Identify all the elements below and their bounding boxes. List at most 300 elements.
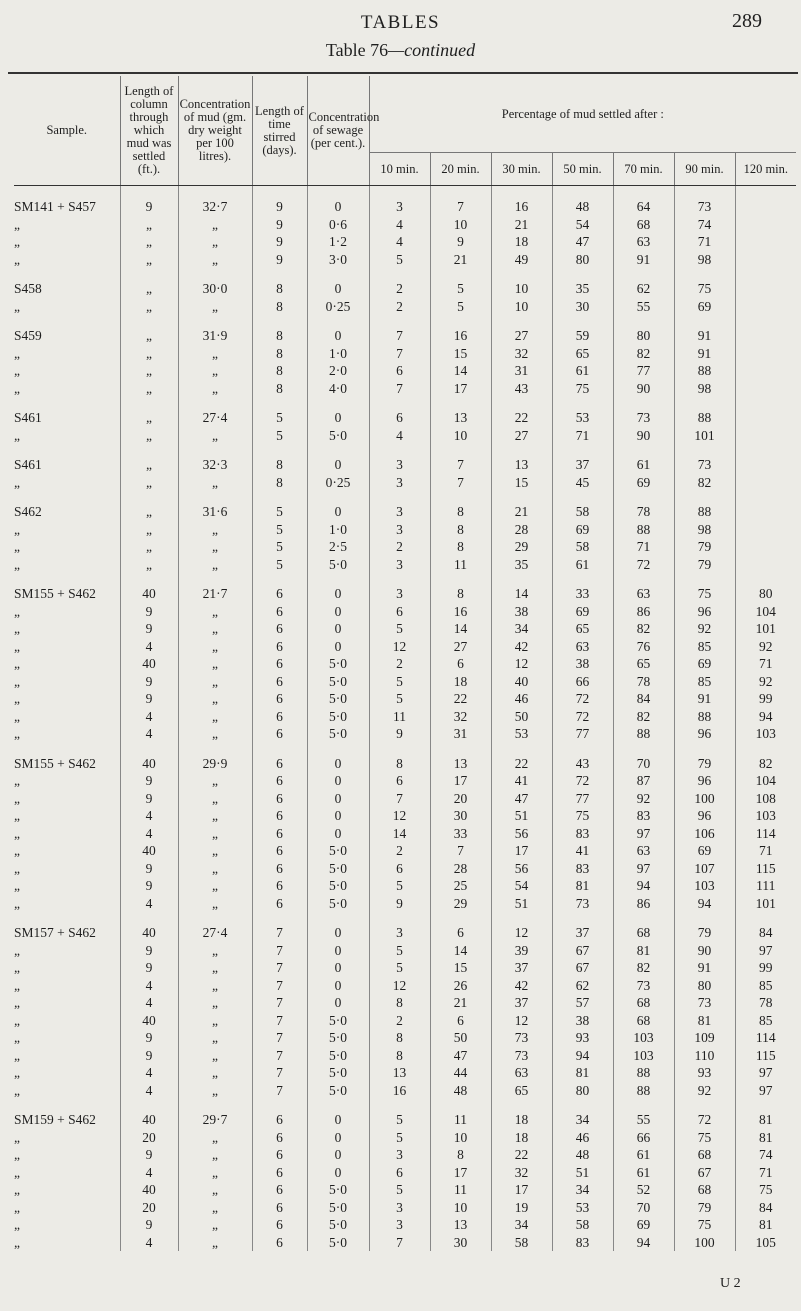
cell-stir-time: 6 [252, 1129, 307, 1147]
cell-120-min [735, 298, 796, 316]
cell-stir-time: 5 [252, 409, 307, 427]
cell-30-min: 63 [491, 1064, 552, 1082]
spacer-cell [491, 397, 552, 409]
cell-70-min: 91 [613, 251, 674, 269]
cell-50-min: 57 [552, 994, 613, 1012]
cell-sewage: 0 [307, 280, 369, 298]
cell-column-length: „ [120, 538, 178, 556]
cell-70-min: 82 [613, 959, 674, 977]
cell-20-min: 11 [430, 1111, 491, 1129]
cell-sample: „ [14, 1129, 120, 1147]
cell-sample: „ [14, 1234, 120, 1252]
cell-column-length: 9 [120, 1047, 178, 1065]
cell-20-min: 7 [430, 842, 491, 860]
spacer-cell [14, 268, 120, 280]
spacer-cell [307, 573, 369, 585]
cell-50-min: 61 [552, 556, 613, 574]
spacer-cell [735, 743, 796, 755]
cell-column-length: „ [120, 521, 178, 539]
table-row [14, 638, 796, 656]
cell-20-min: 47 [430, 1047, 491, 1065]
cell-concentration: „ [178, 362, 252, 380]
spacer-cell [252, 268, 307, 280]
cell-sewage: 1·2 [307, 233, 369, 251]
cell-70-min: 61 [613, 456, 674, 474]
cell-90-min: 91 [674, 959, 735, 977]
cell-50-min: 38 [552, 1012, 613, 1030]
table-row [14, 942, 796, 960]
cell-70-min: 82 [613, 620, 674, 638]
cell-120-min: 81 [759, 1129, 773, 1145]
cell-concentration: „ [178, 1216, 252, 1234]
cell-120-min [735, 474, 796, 492]
cell-sewage: 0 [307, 409, 369, 427]
header-time-30: 30 min. [491, 153, 552, 186]
cell-90-min: 74 [674, 216, 735, 234]
cell-concentration: „ [178, 690, 252, 708]
cell-90-min: 96 [674, 807, 735, 825]
cell-90-min: 109 [674, 1029, 735, 1047]
cell-10-min: 3 [369, 474, 430, 492]
spacer-cell [735, 268, 796, 280]
cell-concentration: „ [178, 1164, 252, 1182]
spacer-cell [252, 912, 307, 924]
cell-column-length: 40 [120, 655, 178, 673]
cell-column-length: „ [120, 503, 178, 521]
cell-90-min: 68 [674, 1146, 735, 1164]
cell-90-min: 69 [674, 655, 735, 673]
cell-concentration: „ [178, 538, 252, 556]
spacer-cell [120, 491, 178, 503]
spacer-cell [178, 444, 252, 456]
cell-70-min: 84 [613, 690, 674, 708]
cell-concentration: „ [178, 1047, 252, 1065]
cell-column-length: 9 [120, 673, 178, 691]
cell-sewage: 0 [307, 603, 369, 621]
cell-sewage: 0 [307, 994, 369, 1012]
cell-stir-time: 7 [252, 1082, 307, 1100]
cell-90-min: 93 [674, 1064, 735, 1082]
group-spacer [14, 1099, 796, 1111]
spacer-cell [369, 315, 430, 327]
cell-10-min: 4 [369, 233, 430, 251]
cell-90-min: 75 [674, 585, 735, 603]
table-row [14, 280, 796, 298]
cell-concentration: „ [178, 1234, 252, 1252]
cell-90-min: 75 [674, 280, 735, 298]
spacer-cell [613, 397, 674, 409]
cell-concentration: „ [178, 1012, 252, 1030]
cell-30-min: 10 [491, 280, 552, 298]
cell-concentration: „ [178, 1146, 252, 1164]
cell-sample: „ [14, 216, 120, 234]
cell-50-min: 72 [552, 772, 613, 790]
cell-column-length: 4 [120, 1234, 178, 1252]
cell-10-min: 2 [369, 298, 430, 316]
group-spacer [14, 397, 796, 409]
cell-20-min: 6 [430, 655, 491, 673]
cell-20-min: 15 [430, 959, 491, 977]
cell-10-min: 3 [369, 503, 430, 521]
cell-90-min: 73 [674, 994, 735, 1012]
cell-20-min: 18 [430, 673, 491, 691]
cell-30-min: 65 [491, 1082, 552, 1100]
spacer-cell [674, 315, 735, 327]
spacer-cell [491, 315, 552, 327]
table-row [14, 538, 796, 556]
cell-90-min: 82 [674, 474, 735, 492]
cell-50-min: 83 [552, 860, 613, 878]
spacer-cell [120, 743, 178, 755]
cell-20-min: 8 [430, 538, 491, 556]
cell-concentration: „ [178, 1082, 252, 1100]
cell-sample: „ [14, 825, 120, 843]
cell-concentration: „ [178, 772, 252, 790]
spacer-cell [491, 743, 552, 755]
cell-120-min: 115 [755, 860, 776, 876]
cell-10-min: 6 [369, 772, 430, 790]
cell-120-min: 99 [759, 960, 773, 975]
spacer-cell [735, 315, 796, 327]
cell-sample: „ [14, 380, 120, 398]
spacer-cell [369, 397, 430, 409]
cell-stir-time: 9 [252, 216, 307, 234]
cell-20-min: 5 [430, 280, 491, 298]
cell-30-min: 34 [491, 1216, 552, 1234]
cell-120-min [735, 345, 796, 363]
spacer-cell [252, 491, 307, 503]
cell-30-min: 58 [491, 1234, 552, 1252]
table-row [14, 1216, 796, 1234]
spacer-cell [178, 743, 252, 755]
cell-concentration: „ [178, 1129, 252, 1147]
cell-70-min: 86 [613, 895, 674, 913]
cell-70-min: 97 [613, 860, 674, 878]
cell-sample: „ [14, 1164, 120, 1182]
table-row [14, 251, 796, 269]
spacer-cell [120, 186, 178, 199]
cell-30-min: 16 [491, 198, 552, 216]
spacer-cell [674, 491, 735, 503]
cell-stir-time: 8 [252, 298, 307, 316]
cell-90-min: 100 [674, 790, 735, 808]
cell-column-length: 9 [120, 198, 178, 216]
cell-column-length: „ [120, 380, 178, 398]
spacer-cell [307, 268, 369, 280]
header-time-90: 90 min. [674, 153, 735, 186]
cell-120-min: 81 [759, 1112, 773, 1127]
cell-90-min: 90 [674, 942, 735, 960]
cell-column-length: „ [120, 280, 178, 298]
cell-120-min: 101 [755, 621, 776, 636]
cell-10-min: 2 [369, 538, 430, 556]
cell-50-min: 41 [552, 842, 613, 860]
table-row [14, 842, 796, 860]
table-row [14, 1199, 796, 1217]
cell-120-min: 85 [759, 1012, 773, 1028]
cell-20-min: 13 [430, 409, 491, 427]
table-row [14, 807, 796, 825]
cell-90-min: 73 [674, 198, 735, 216]
table-row [14, 216, 796, 234]
cell-90-min: 67 [674, 1164, 735, 1182]
cell-120-min: 84 [759, 1199, 773, 1215]
spacer-cell [178, 397, 252, 409]
spacer-cell [430, 491, 491, 503]
table-row [14, 362, 796, 380]
spacer-cell [178, 315, 252, 327]
cell-20-min: 50 [430, 1029, 491, 1047]
cell-20-min: 5 [430, 298, 491, 316]
cell-column-length: 9 [120, 1216, 178, 1234]
cell-50-min: 69 [552, 521, 613, 539]
cell-30-min: 32 [491, 345, 552, 363]
spacer-cell [552, 573, 613, 585]
cell-120-min [735, 503, 796, 521]
cell-120-min [735, 521, 796, 539]
cell-90-min: 101 [674, 427, 735, 445]
cell-30-min: 53 [491, 725, 552, 743]
cell-70-min: 69 [613, 474, 674, 492]
cell-sewage: 5·0 [307, 556, 369, 574]
cell-30-min: 12 [491, 924, 552, 942]
spacer-cell [674, 397, 735, 409]
cell-stir-time: 6 [252, 1111, 307, 1129]
cell-concentration: 32·3 [178, 456, 252, 474]
cell-90-min: 100 [674, 1234, 735, 1252]
cell-10-min: 5 [369, 1111, 430, 1129]
table-row [14, 673, 796, 691]
cell-120-min: 71 [759, 656, 773, 671]
cell-column-length: 9 [120, 942, 178, 960]
cell-20-min: 13 [430, 755, 491, 773]
cell-20-min: 17 [430, 380, 491, 398]
cell-concentration: 29·9 [178, 755, 252, 773]
cell-50-min: 47 [552, 233, 613, 251]
cell-50-min: 59 [552, 327, 613, 345]
group-spacer [14, 573, 796, 585]
cell-sample: „ [14, 556, 120, 574]
cell-stir-time: 7 [252, 1064, 307, 1082]
table-row [14, 521, 796, 539]
cell-sample: „ [14, 860, 120, 878]
cell-stir-time: 7 [252, 1012, 307, 1030]
cell-stir-time: 6 [252, 725, 307, 743]
spacer-cell [613, 186, 674, 199]
cell-concentration: „ [178, 977, 252, 995]
cell-50-min: 35 [552, 280, 613, 298]
spacer-cell [674, 444, 735, 456]
cell-concentration: „ [178, 233, 252, 251]
spacer-cell [14, 444, 120, 456]
cell-30-min: 12 [491, 655, 552, 673]
spacer-cell [491, 573, 552, 585]
cell-50-min: 71 [552, 427, 613, 445]
cell-120-min: 105 [755, 1234, 776, 1250]
cell-column-length: „ [120, 327, 178, 345]
cell-concentration: „ [178, 298, 252, 316]
cell-sample: „ [14, 427, 120, 445]
cell-50-min: 94 [552, 1047, 613, 1065]
cell-30-min: 17 [491, 842, 552, 860]
cell-70-min: 90 [613, 427, 674, 445]
cell-stir-time: 9 [252, 198, 307, 216]
cell-30-min: 73 [491, 1047, 552, 1065]
spacer-cell [552, 743, 613, 755]
cell-90-min: 80 [674, 977, 735, 995]
cell-120-min [735, 427, 796, 445]
cell-stir-time: 9 [252, 251, 307, 269]
cell-90-min: 91 [674, 345, 735, 363]
spacer-cell [369, 573, 430, 585]
cell-sewage: 0 [307, 772, 369, 790]
cell-10-min: 5 [369, 959, 430, 977]
cell-10-min: 6 [369, 603, 430, 621]
cell-stir-time: 6 [252, 790, 307, 808]
cell-90-min: 79 [674, 538, 735, 556]
cell-sample: „ [14, 690, 120, 708]
cell-10-min: 5 [369, 1181, 430, 1199]
cell-sewage: 1·0 [307, 345, 369, 363]
spacer-cell [307, 444, 369, 456]
cell-column-length: 4 [120, 895, 178, 913]
cell-sewage: 5·0 [307, 1234, 369, 1252]
cell-sewage: 0 [307, 620, 369, 638]
cell-20-min: 6 [430, 1012, 491, 1030]
table-title-main: Table 76 [325, 40, 389, 60]
cell-70-min: 52 [613, 1181, 674, 1199]
cell-70-min: 63 [613, 233, 674, 251]
cell-120-min [735, 556, 796, 574]
cell-50-min: 48 [552, 1146, 613, 1164]
cell-sample: „ [14, 1216, 120, 1234]
cell-50-min: 37 [552, 924, 613, 942]
cell-20-min: 14 [430, 362, 491, 380]
cell-sample: „ [14, 233, 120, 251]
cell-20-min: 21 [430, 251, 491, 269]
cell-50-min: 43 [552, 755, 613, 773]
cell-sample: SM157 + S462 [14, 924, 120, 942]
cell-sample: „ [14, 1029, 120, 1047]
spacer-cell [430, 444, 491, 456]
cell-30-min: 38 [491, 603, 552, 621]
cell-concentration: „ [178, 942, 252, 960]
cell-50-min: 75 [552, 380, 613, 398]
cell-120-min: 71 [759, 843, 773, 858]
cell-90-min: 88 [674, 362, 735, 380]
cell-sewage: 0 [307, 198, 369, 216]
cell-stir-time: 5 [252, 556, 307, 574]
cell-70-min: 63 [613, 585, 674, 603]
cell-90-min: 69 [674, 842, 735, 860]
cell-90-min: 71 [674, 233, 735, 251]
spacer-cell [491, 444, 552, 456]
cell-70-min: 55 [613, 298, 674, 316]
cell-70-min: 86 [613, 603, 674, 621]
cell-70-min: 66 [613, 1129, 674, 1147]
cell-sample: SM159 + S462 [14, 1111, 120, 1129]
header-time-70: 70 min. [613, 153, 674, 186]
cell-sewage: 5·0 [307, 895, 369, 913]
cell-concentration: „ [178, 725, 252, 743]
cell-70-min: 70 [613, 1199, 674, 1217]
cell-30-min: 34 [491, 620, 552, 638]
cell-120-min: 81 [759, 1217, 773, 1232]
cell-20-min: 10 [430, 216, 491, 234]
table-row [14, 198, 796, 216]
spacer-cell [430, 397, 491, 409]
spacer-cell [307, 912, 369, 924]
cell-20-min: 48 [430, 1082, 491, 1100]
table-row [14, 1064, 796, 1082]
cell-70-min: 103 [613, 1047, 674, 1065]
spacer-cell [307, 743, 369, 755]
cell-concentration: 27·4 [178, 409, 252, 427]
spacer-cell [252, 315, 307, 327]
cell-stir-time: 6 [252, 772, 307, 790]
cell-10-min: 3 [369, 1146, 430, 1164]
cell-90-min: 91 [674, 690, 735, 708]
cell-stir-time: 7 [252, 977, 307, 995]
cell-120-min: 75 [759, 1182, 773, 1197]
cell-stir-time: 6 [252, 655, 307, 673]
cell-stir-time: 9 [252, 233, 307, 251]
cell-10-min: 2 [369, 842, 430, 860]
cell-50-min: 67 [552, 942, 613, 960]
cell-sewage: 0 [307, 977, 369, 995]
cell-column-length: 40 [120, 755, 178, 773]
cell-stir-time: 8 [252, 345, 307, 363]
cell-30-min: 50 [491, 708, 552, 726]
cell-50-min: 66 [552, 673, 613, 691]
cell-20-min: 11 [430, 1181, 491, 1199]
spacer-cell [674, 743, 735, 755]
cell-stir-time: 6 [252, 673, 307, 691]
cell-20-min: 28 [430, 860, 491, 878]
table-row [14, 474, 796, 492]
cell-sample: „ [14, 1064, 120, 1082]
cell-20-min: 26 [430, 977, 491, 995]
group-spacer [14, 186, 796, 199]
cell-sewage: 0 [307, 807, 369, 825]
spacer-cell [552, 397, 613, 409]
spacer-cell [120, 397, 178, 409]
cell-10-min: 6 [369, 860, 430, 878]
spacer-cell [252, 186, 307, 199]
cell-120-min: 103 [755, 808, 776, 823]
table-row [14, 427, 796, 445]
table-row [14, 790, 796, 808]
cell-70-min: 90 [613, 380, 674, 398]
cell-90-min: 98 [674, 380, 735, 398]
cell-column-length: 40 [120, 1111, 178, 1129]
cell-sewage: 5·0 [307, 673, 369, 691]
cell-90-min: 79 [674, 556, 735, 574]
cell-concentration: 30·0 [178, 280, 252, 298]
table-row [14, 298, 796, 316]
table-row [14, 1047, 796, 1065]
cell-column-length: 40 [120, 1181, 178, 1199]
cell-120-min: 104 [755, 603, 776, 619]
spacer-cell [491, 186, 552, 199]
cell-stir-time: 8 [252, 362, 307, 380]
cell-sample: „ [14, 345, 120, 363]
cell-column-length: 4 [120, 1082, 178, 1100]
cell-stir-time: 7 [252, 1029, 307, 1047]
cell-30-min: 13 [491, 456, 552, 474]
cell-120-min [735, 280, 796, 298]
spacer-cell [735, 491, 796, 503]
